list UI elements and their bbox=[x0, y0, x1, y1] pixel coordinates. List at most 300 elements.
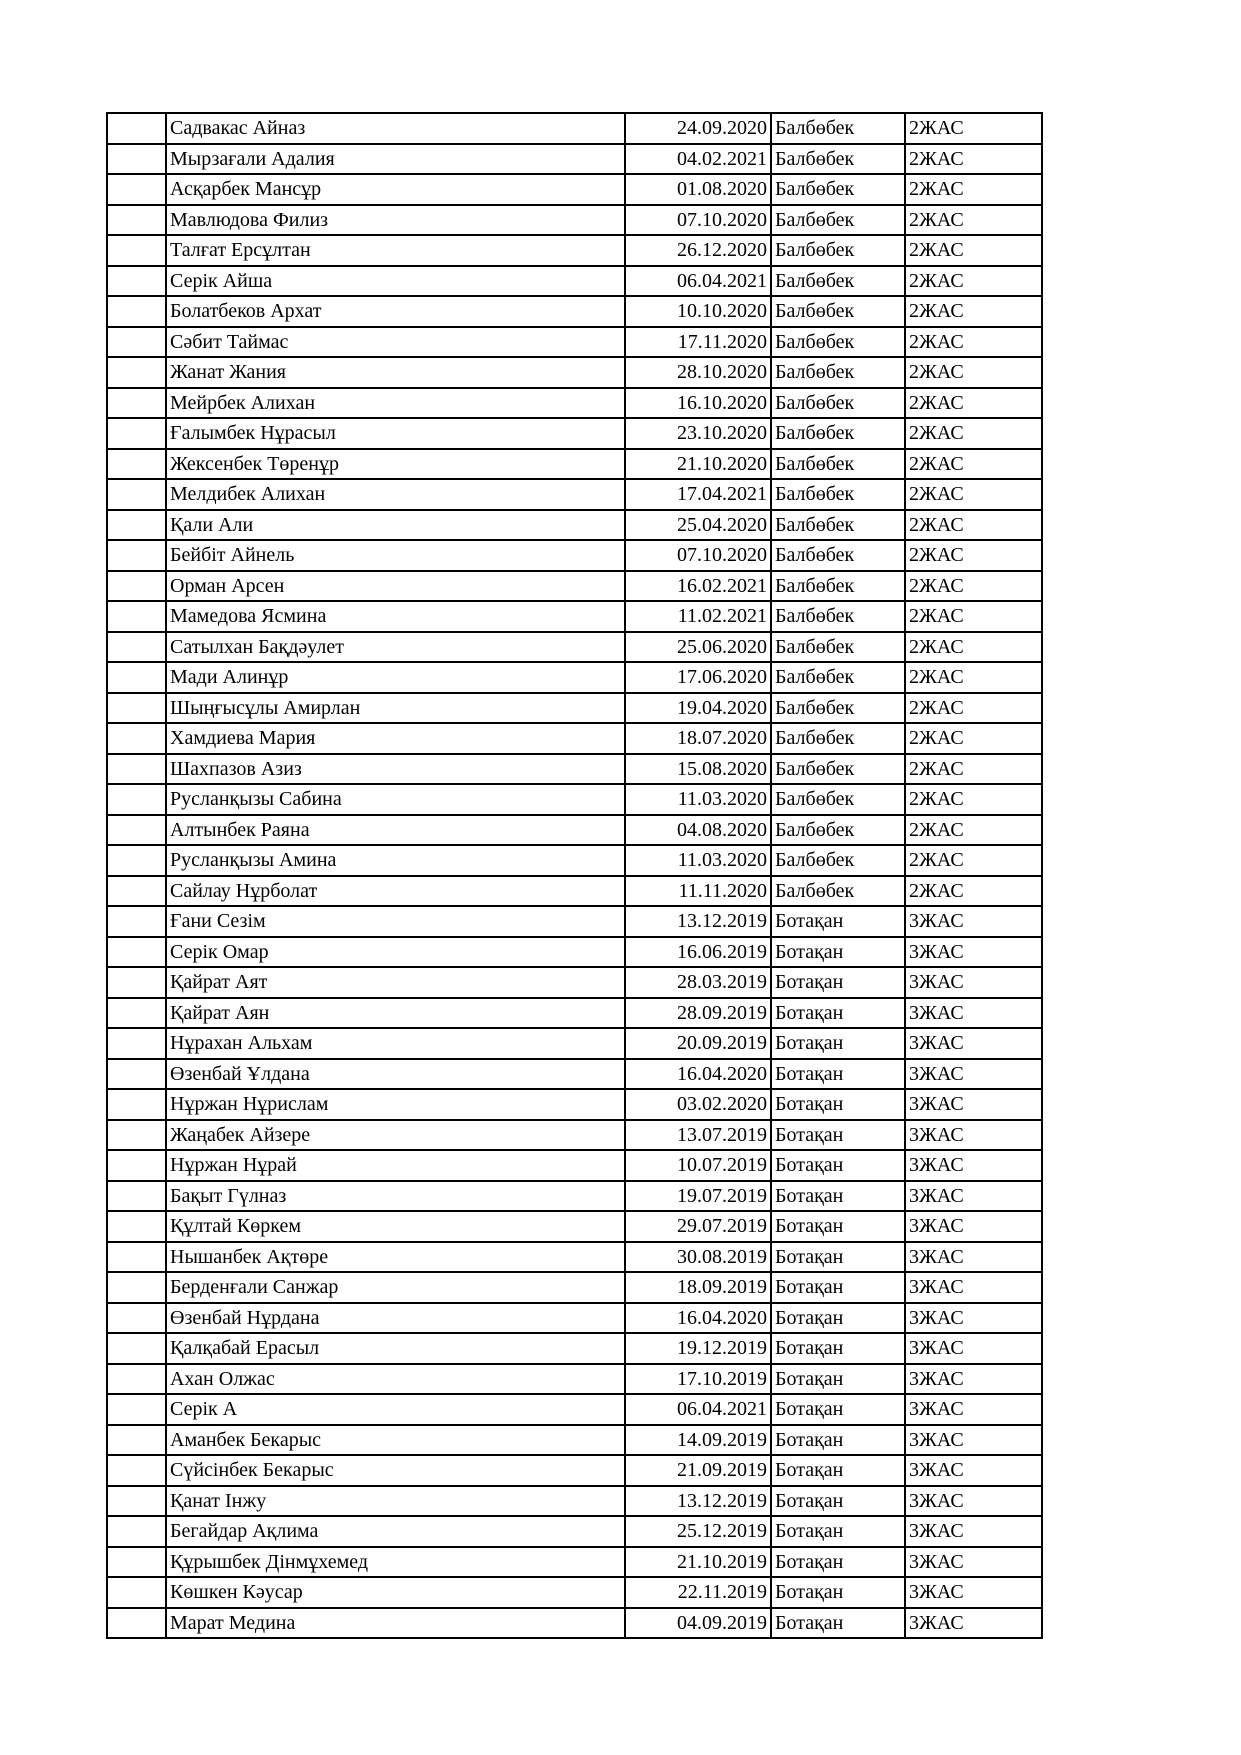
age-cell: 2ЖАС bbox=[905, 449, 1042, 480]
group-name-cell: Балбөбек bbox=[771, 571, 905, 602]
group-name-cell: Балбөбек bbox=[771, 845, 905, 876]
child-name-cell: Нұржан Нұрислам bbox=[166, 1089, 625, 1120]
birth-date-cell: 10.10.2020 bbox=[625, 296, 771, 327]
table-row bbox=[107, 1211, 1042, 1242]
group-name-cell: Ботақан bbox=[771, 1516, 905, 1547]
birth-date-cell: 19.12.2019 bbox=[625, 1333, 771, 1364]
table-row bbox=[107, 1120, 1042, 1151]
row-number-cell bbox=[107, 1547, 166, 1578]
age-cell: 3ЖАС bbox=[905, 1303, 1042, 1334]
group-name-cell: Ботақан bbox=[771, 1333, 905, 1364]
table-row bbox=[107, 479, 1042, 510]
table-row bbox=[107, 205, 1042, 236]
birth-date-cell: 25.04.2020 bbox=[625, 510, 771, 541]
age-cell: 3ЖАС bbox=[905, 1211, 1042, 1242]
group-name-cell: Ботақан bbox=[771, 1394, 905, 1425]
age-cell: 2ЖАС bbox=[905, 571, 1042, 602]
child-name-cell: Орман Арсен bbox=[166, 571, 625, 602]
table-row bbox=[107, 937, 1042, 968]
group-name-cell: Балбөбек bbox=[771, 662, 905, 693]
birth-date-cell: 13.12.2019 bbox=[625, 1486, 771, 1517]
row-number-cell bbox=[107, 845, 166, 876]
row-number-cell bbox=[107, 906, 166, 937]
row-number-cell bbox=[107, 1608, 166, 1639]
group-name-cell: Ботақан bbox=[771, 1425, 905, 1456]
row-number-cell bbox=[107, 1150, 166, 1181]
child-name-cell: Талғат Ерсұлтан bbox=[166, 235, 625, 266]
group-name-cell: Балбөбек bbox=[771, 723, 905, 754]
age-cell: 3ЖАС bbox=[905, 1516, 1042, 1547]
child-name-cell: Аманбек Бекарыс bbox=[166, 1425, 625, 1456]
child-name-cell: Хамдиева Мария bbox=[166, 723, 625, 754]
age-cell: 2ЖАС bbox=[905, 540, 1042, 571]
row-number-cell bbox=[107, 1516, 166, 1547]
table-row bbox=[107, 1242, 1042, 1273]
table-row bbox=[107, 266, 1042, 297]
child-name-cell: Жанат Жания bbox=[166, 357, 625, 388]
row-number-cell bbox=[107, 784, 166, 815]
row-number-cell bbox=[107, 1272, 166, 1303]
child-name-cell: Құрышбек Дінмұхемед bbox=[166, 1547, 625, 1578]
birth-date-cell: 03.02.2020 bbox=[625, 1089, 771, 1120]
birth-date-cell: 04.08.2020 bbox=[625, 815, 771, 846]
table-row bbox=[107, 1516, 1042, 1547]
age-cell: 2ЖАС bbox=[905, 388, 1042, 419]
birth-date-cell: 26.12.2020 bbox=[625, 235, 771, 266]
row-number-cell bbox=[107, 113, 166, 144]
row-number-cell bbox=[107, 205, 166, 236]
child-name-cell: Бақыт Гүлназ bbox=[166, 1181, 625, 1212]
birth-date-cell: 25.12.2019 bbox=[625, 1516, 771, 1547]
group-name-cell: Ботақан bbox=[771, 1059, 905, 1090]
birth-date-cell: 06.04.2021 bbox=[625, 266, 771, 297]
child-name-cell: Жаңабек Айзере bbox=[166, 1120, 625, 1151]
group-name-cell: Балбөбек bbox=[771, 205, 905, 236]
row-number-cell bbox=[107, 388, 166, 419]
age-cell: 3ЖАС bbox=[905, 967, 1042, 998]
group-name-cell: Балбөбек bbox=[771, 540, 905, 571]
child-name-cell: Қайрат Аян bbox=[166, 998, 625, 1029]
group-name-cell: Балбөбек bbox=[771, 754, 905, 785]
group-name-cell: Балбөбек bbox=[771, 632, 905, 663]
child-name-cell: Ахан Олжас bbox=[166, 1364, 625, 1395]
row-number-cell bbox=[107, 1333, 166, 1364]
birth-date-cell: 21.10.2020 bbox=[625, 449, 771, 480]
row-number-cell bbox=[107, 540, 166, 571]
birth-date-cell: 16.04.2020 bbox=[625, 1059, 771, 1090]
birth-date-cell: 30.08.2019 bbox=[625, 1242, 771, 1273]
age-cell: 3ЖАС bbox=[905, 1486, 1042, 1517]
table-row bbox=[107, 1577, 1042, 1608]
child-name-cell: Құлтай Көркем bbox=[166, 1211, 625, 1242]
age-cell: 2ЖАС bbox=[905, 815, 1042, 846]
child-name-cell: Асқарбек Мансұр bbox=[166, 174, 625, 205]
child-name-cell: Мырзағали Адалия bbox=[166, 144, 625, 175]
child-name-cell: Болатбеков Архат bbox=[166, 296, 625, 327]
row-number-cell bbox=[107, 357, 166, 388]
group-name-cell: Балбөбек bbox=[771, 479, 905, 510]
age-cell: 2ЖАС bbox=[905, 754, 1042, 785]
row-number-cell bbox=[107, 1028, 166, 1059]
row-number-cell bbox=[107, 1303, 166, 1334]
group-name-cell: Ботақан bbox=[771, 1181, 905, 1212]
row-number-cell bbox=[107, 1211, 166, 1242]
age-cell: 3ЖАС bbox=[905, 1425, 1042, 1456]
age-cell: 2ЖАС bbox=[905, 784, 1042, 815]
birth-date-cell: 10.07.2019 bbox=[625, 1150, 771, 1181]
group-name-cell: Балбөбек bbox=[771, 601, 905, 632]
group-name-cell: Ботақан bbox=[771, 1577, 905, 1608]
group-name-cell: Ботақан bbox=[771, 1150, 905, 1181]
birth-date-cell: 04.09.2019 bbox=[625, 1608, 771, 1639]
table-row bbox=[107, 815, 1042, 846]
row-number-cell bbox=[107, 754, 166, 785]
row-number-cell bbox=[107, 327, 166, 358]
table-row bbox=[107, 144, 1042, 175]
child-name-cell: Мелдибек Алихан bbox=[166, 479, 625, 510]
child-name-cell: Серік Айша bbox=[166, 266, 625, 297]
child-name-cell: Көшкен Кәусар bbox=[166, 1577, 625, 1608]
age-cell: 3ЖАС bbox=[905, 1089, 1042, 1120]
table-row bbox=[107, 1394, 1042, 1425]
age-cell: 2ЖАС bbox=[905, 723, 1042, 754]
group-name-cell: Балбөбек bbox=[771, 235, 905, 266]
table-row bbox=[107, 1425, 1042, 1456]
table-row bbox=[107, 1089, 1042, 1120]
row-number-cell bbox=[107, 1242, 166, 1273]
age-cell: 3ЖАС bbox=[905, 1059, 1042, 1090]
table-row bbox=[107, 113, 1042, 144]
table-row bbox=[107, 1455, 1042, 1486]
table-row bbox=[107, 449, 1042, 480]
birth-date-cell: 19.07.2019 bbox=[625, 1181, 771, 1212]
table-row bbox=[107, 1028, 1042, 1059]
table-body bbox=[107, 113, 1042, 1638]
table-row bbox=[107, 571, 1042, 602]
birth-date-cell: 28.03.2019 bbox=[625, 967, 771, 998]
row-number-cell bbox=[107, 1364, 166, 1395]
age-cell: 2ЖАС bbox=[905, 357, 1042, 388]
row-number-cell bbox=[107, 876, 166, 907]
table-row bbox=[107, 1059, 1042, 1090]
table-row bbox=[107, 235, 1042, 266]
birth-date-cell: 17.04.2021 bbox=[625, 479, 771, 510]
table-row bbox=[107, 876, 1042, 907]
child-name-cell: Русланқызы Сабина bbox=[166, 784, 625, 815]
group-name-cell: Ботақан bbox=[771, 1089, 905, 1120]
age-cell: 2ЖАС bbox=[905, 205, 1042, 236]
birth-date-cell: 11.03.2020 bbox=[625, 784, 771, 815]
child-name-cell: Мамедова Ясмина bbox=[166, 601, 625, 632]
table-row bbox=[107, 510, 1042, 541]
row-number-cell bbox=[107, 571, 166, 602]
age-cell: 2ЖАС bbox=[905, 296, 1042, 327]
group-name-cell: Балбөбек bbox=[771, 327, 905, 358]
group-name-cell: Балбөбек bbox=[771, 693, 905, 724]
birth-date-cell: 23.10.2020 bbox=[625, 418, 771, 449]
group-name-cell: Ботақан bbox=[771, 1303, 905, 1334]
age-cell: 2ЖАС bbox=[905, 601, 1042, 632]
age-cell: 3ЖАС bbox=[905, 1364, 1042, 1395]
age-cell: 2ЖАС bbox=[905, 662, 1042, 693]
group-name-cell: Балбөбек bbox=[771, 784, 905, 815]
row-number-cell bbox=[107, 418, 166, 449]
table-row bbox=[107, 967, 1042, 998]
age-cell: 3ЖАС bbox=[905, 1394, 1042, 1425]
birth-date-cell: 28.10.2020 bbox=[625, 357, 771, 388]
age-cell: 2ЖАС bbox=[905, 876, 1042, 907]
table-row bbox=[107, 388, 1042, 419]
birth-date-cell: 17.06.2020 bbox=[625, 662, 771, 693]
row-number-cell bbox=[107, 998, 166, 1029]
child-name-cell: Мади Алинұр bbox=[166, 662, 625, 693]
group-name-cell: Ботақан bbox=[771, 1455, 905, 1486]
row-number-cell bbox=[107, 815, 166, 846]
row-number-cell bbox=[107, 266, 166, 297]
table-row bbox=[107, 845, 1042, 876]
age-cell: 3ЖАС bbox=[905, 1608, 1042, 1639]
row-number-cell bbox=[107, 1120, 166, 1151]
row-number-cell bbox=[107, 1394, 166, 1425]
table-row bbox=[107, 723, 1042, 754]
age-cell: 2ЖАС bbox=[905, 693, 1042, 724]
row-number-cell bbox=[107, 479, 166, 510]
age-cell: 2ЖАС bbox=[905, 845, 1042, 876]
table-row bbox=[107, 1272, 1042, 1303]
child-name-cell: Серік А bbox=[166, 1394, 625, 1425]
birth-date-cell: 18.09.2019 bbox=[625, 1272, 771, 1303]
child-name-cell: Сатылхан Бақдәулет bbox=[166, 632, 625, 663]
age-cell: 2ЖАС bbox=[905, 174, 1042, 205]
child-name-cell: Садвакас Айназ bbox=[166, 113, 625, 144]
child-name-cell: Сүйсінбек Бекарыс bbox=[166, 1455, 625, 1486]
group-name-cell: Балбөбек bbox=[771, 418, 905, 449]
group-name-cell: Ботақан bbox=[771, 1211, 905, 1242]
table-row bbox=[107, 1303, 1042, 1334]
group-name-cell: Балбөбек bbox=[771, 113, 905, 144]
row-number-cell bbox=[107, 632, 166, 663]
child-name-cell: Шахпазов Азиз bbox=[166, 754, 625, 785]
age-cell: 2ЖАС bbox=[905, 144, 1042, 175]
table-row bbox=[107, 1364, 1042, 1395]
group-name-cell: Балбөбек bbox=[771, 388, 905, 419]
birth-date-cell: 13.07.2019 bbox=[625, 1120, 771, 1151]
table-row bbox=[107, 1608, 1042, 1639]
table-row bbox=[107, 601, 1042, 632]
birth-date-cell: 11.03.2020 bbox=[625, 845, 771, 876]
child-name-cell: Алтынбек Раяна bbox=[166, 815, 625, 846]
birth-date-cell: 25.06.2020 bbox=[625, 632, 771, 663]
child-name-cell: Бегайдар Ақлима bbox=[166, 1516, 625, 1547]
group-name-cell: Балбөбек bbox=[771, 449, 905, 480]
child-name-cell: Нышанбек Ақтөре bbox=[166, 1242, 625, 1273]
age-cell: 3ЖАС bbox=[905, 906, 1042, 937]
birth-date-cell: 06.04.2021 bbox=[625, 1394, 771, 1425]
table-row bbox=[107, 1333, 1042, 1364]
group-name-cell: Ботақан bbox=[771, 1272, 905, 1303]
table-row bbox=[107, 540, 1042, 571]
group-name-cell: Балбөбек bbox=[771, 815, 905, 846]
table-row bbox=[107, 998, 1042, 1029]
age-cell: 3ЖАС bbox=[905, 1242, 1042, 1273]
age-cell: 2ЖАС bbox=[905, 418, 1042, 449]
child-name-cell: Нұржан Нұрай bbox=[166, 1150, 625, 1181]
group-name-cell: Ботақан bbox=[771, 1120, 905, 1151]
child-name-cell: Мавлюдова Филиз bbox=[166, 205, 625, 236]
row-number-cell bbox=[107, 967, 166, 998]
table-row bbox=[107, 693, 1042, 724]
age-cell: 3ЖАС bbox=[905, 937, 1042, 968]
row-number-cell bbox=[107, 723, 166, 754]
birth-date-cell: 28.09.2019 bbox=[625, 998, 771, 1029]
child-name-cell: Берденғали Санжар bbox=[166, 1272, 625, 1303]
group-name-cell: Балбөбек bbox=[771, 174, 905, 205]
table-row bbox=[107, 754, 1042, 785]
child-name-cell: Мейрбек Алихан bbox=[166, 388, 625, 419]
row-number-cell bbox=[107, 449, 166, 480]
row-number-cell bbox=[107, 1486, 166, 1517]
table-row bbox=[107, 357, 1042, 388]
table-row bbox=[107, 1150, 1042, 1181]
table-row bbox=[107, 296, 1042, 327]
group-name-cell: Ботақан bbox=[771, 937, 905, 968]
group-name-cell: Ботақан bbox=[771, 1364, 905, 1395]
birth-date-cell: 11.02.2021 bbox=[625, 601, 771, 632]
child-name-cell: Өзенбай Нұрдана bbox=[166, 1303, 625, 1334]
row-number-cell bbox=[107, 1455, 166, 1486]
child-name-cell: Қанат Інжу bbox=[166, 1486, 625, 1517]
birth-date-cell: 21.09.2019 bbox=[625, 1455, 771, 1486]
child-name-cell: Жексенбек Төренұр bbox=[166, 449, 625, 480]
birth-date-cell: 19.04.2020 bbox=[625, 693, 771, 724]
row-number-cell bbox=[107, 662, 166, 693]
table-row bbox=[107, 784, 1042, 815]
child-name-cell: Сайлау Нұрболат bbox=[166, 876, 625, 907]
child-name-cell: Өзенбай Ұлдана bbox=[166, 1059, 625, 1090]
birth-date-cell: 11.11.2020 bbox=[625, 876, 771, 907]
child-name-cell: Серік Омар bbox=[166, 937, 625, 968]
children-list-table bbox=[106, 112, 1043, 1639]
birth-date-cell: 20.09.2019 bbox=[625, 1028, 771, 1059]
row-number-cell bbox=[107, 937, 166, 968]
group-name-cell: Ботақан bbox=[771, 1242, 905, 1273]
age-cell: 3ЖАС bbox=[905, 1577, 1042, 1608]
table-row bbox=[107, 632, 1042, 663]
birth-date-cell: 22.11.2019 bbox=[625, 1577, 771, 1608]
row-number-cell bbox=[107, 1425, 166, 1456]
birth-date-cell: 16.02.2021 bbox=[625, 571, 771, 602]
group-name-cell: Ботақан bbox=[771, 906, 905, 937]
child-name-cell: Ғалымбек Нұрасыл bbox=[166, 418, 625, 449]
birth-date-cell: 04.02.2021 bbox=[625, 144, 771, 175]
table-row bbox=[107, 418, 1042, 449]
birth-date-cell: 17.11.2020 bbox=[625, 327, 771, 358]
birth-date-cell: 16.04.2020 bbox=[625, 1303, 771, 1334]
group-name-cell: Балбөбек bbox=[771, 266, 905, 297]
age-cell: 3ЖАС bbox=[905, 1028, 1042, 1059]
birth-date-cell: 13.12.2019 bbox=[625, 906, 771, 937]
birth-date-cell: 24.09.2020 bbox=[625, 113, 771, 144]
table-row bbox=[107, 906, 1042, 937]
age-cell: 3ЖАС bbox=[905, 998, 1042, 1029]
child-name-cell: Ғани Сезім bbox=[166, 906, 625, 937]
child-name-cell: Шыңғысұлы Амирлан bbox=[166, 693, 625, 724]
birth-date-cell: 16.06.2019 bbox=[625, 937, 771, 968]
group-name-cell: Ботақан bbox=[771, 1486, 905, 1517]
birth-date-cell: 16.10.2020 bbox=[625, 388, 771, 419]
age-cell: 2ЖАС bbox=[905, 327, 1042, 358]
child-name-cell: Қайрат Аят bbox=[166, 967, 625, 998]
group-name-cell: Ботақан bbox=[771, 998, 905, 1029]
row-number-cell bbox=[107, 296, 166, 327]
row-number-cell bbox=[107, 601, 166, 632]
group-name-cell: Балбөбек bbox=[771, 296, 905, 327]
group-name-cell: Ботақан bbox=[771, 1028, 905, 1059]
table-row bbox=[107, 1547, 1042, 1578]
table-row bbox=[107, 327, 1042, 358]
row-number-cell bbox=[107, 144, 166, 175]
table-row bbox=[107, 662, 1042, 693]
row-number-cell bbox=[107, 1089, 166, 1120]
age-cell: 3ЖАС bbox=[905, 1272, 1042, 1303]
table-row bbox=[107, 1181, 1042, 1212]
birth-date-cell: 17.10.2019 bbox=[625, 1364, 771, 1395]
group-name-cell: Ботақан bbox=[771, 1608, 905, 1639]
child-name-cell: Қали Али bbox=[166, 510, 625, 541]
age-cell: 3ЖАС bbox=[905, 1333, 1042, 1364]
row-number-cell bbox=[107, 235, 166, 266]
group-name-cell: Ботақан bbox=[771, 1547, 905, 1578]
age-cell: 2ЖАС bbox=[905, 479, 1042, 510]
row-number-cell bbox=[107, 1577, 166, 1608]
birth-date-cell: 21.10.2019 bbox=[625, 1547, 771, 1578]
child-name-cell: Нұрахан Альхам bbox=[166, 1028, 625, 1059]
row-number-cell bbox=[107, 174, 166, 205]
age-cell: 3ЖАС bbox=[905, 1181, 1042, 1212]
group-name-cell: Балбөбек bbox=[771, 357, 905, 388]
birth-date-cell: 29.07.2019 bbox=[625, 1211, 771, 1242]
table-row bbox=[107, 1486, 1042, 1517]
row-number-cell bbox=[107, 1181, 166, 1212]
birth-date-cell: 18.07.2020 bbox=[625, 723, 771, 754]
age-cell: 2ЖАС bbox=[905, 266, 1042, 297]
age-cell: 2ЖАС bbox=[905, 113, 1042, 144]
age-cell: 2ЖАС bbox=[905, 510, 1042, 541]
row-number-cell bbox=[107, 693, 166, 724]
age-cell: 3ЖАС bbox=[905, 1455, 1042, 1486]
row-number-cell bbox=[107, 510, 166, 541]
child-name-cell: Қалқабай Ерасыл bbox=[166, 1333, 625, 1364]
group-name-cell: Балбөбек bbox=[771, 144, 905, 175]
age-cell: 3ЖАС bbox=[905, 1547, 1042, 1578]
age-cell: 2ЖАС bbox=[905, 235, 1042, 266]
age-cell: 3ЖАС bbox=[905, 1150, 1042, 1181]
table-row bbox=[107, 174, 1042, 205]
birth-date-cell: 15.08.2020 bbox=[625, 754, 771, 785]
group-name-cell: Ботақан bbox=[771, 967, 905, 998]
age-cell: 2ЖАС bbox=[905, 632, 1042, 663]
row-number-cell bbox=[107, 1059, 166, 1090]
birth-date-cell: 07.10.2020 bbox=[625, 540, 771, 571]
age-cell: 3ЖАС bbox=[905, 1120, 1042, 1151]
group-name-cell: Балбөбек bbox=[771, 510, 905, 541]
child-name-cell: Марат Медина bbox=[166, 1608, 625, 1639]
child-name-cell: Сәбит Таймас bbox=[166, 327, 625, 358]
child-name-cell: Бейбіт Айнель bbox=[166, 540, 625, 571]
birth-date-cell: 07.10.2020 bbox=[625, 205, 771, 236]
group-name-cell: Балбөбек bbox=[771, 876, 905, 907]
birth-date-cell: 01.08.2020 bbox=[625, 174, 771, 205]
